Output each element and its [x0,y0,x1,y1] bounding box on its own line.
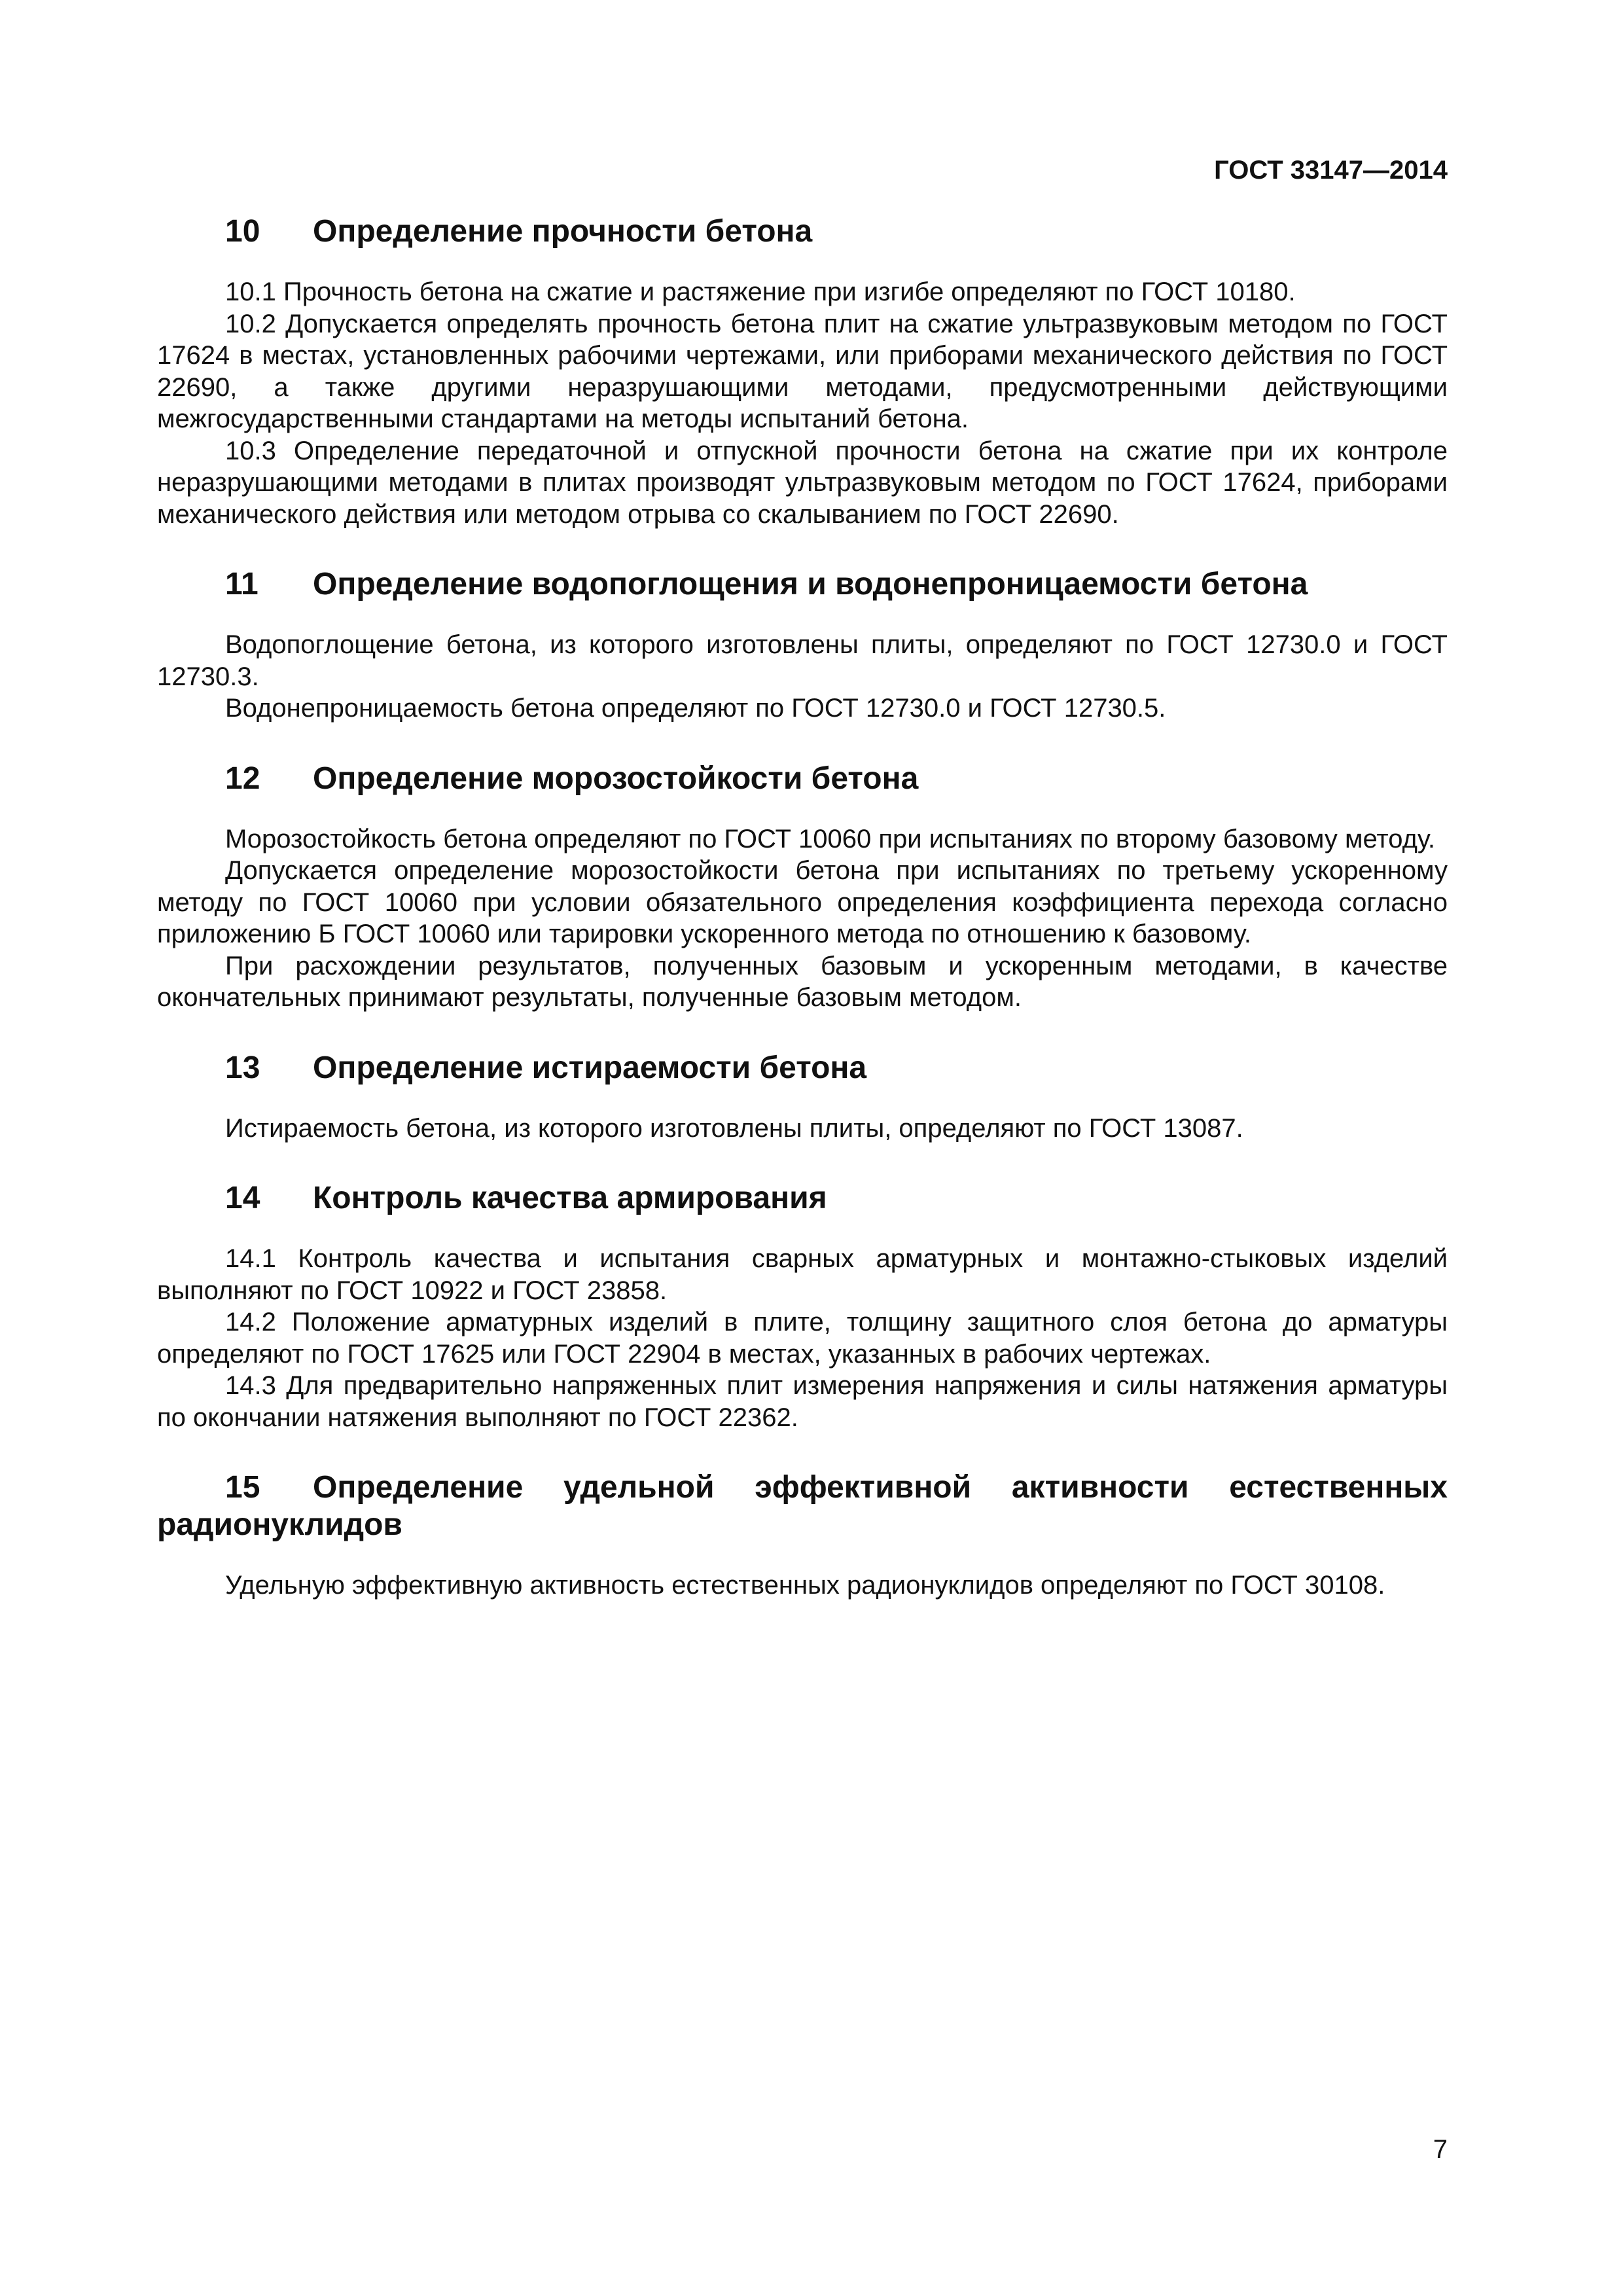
section-heading [157,213,1448,250]
section-heading [157,565,1448,603]
page-number: 7 [1433,2135,1448,2164]
section-13 [157,1049,1448,1145]
section-heading [157,1179,1448,1217]
section-number: 12 [225,761,260,796]
paragraph: Морозостойкость бетона определяют по ГОСТ 10060 при испытаниях по второму базовому методу. [225,824,1436,853]
paragraph: 14.3 Для предварительно напряженных плит измерения напряжения и силы натяжения арматуры по окончании натяжения выполняют по ГОСТ 22362. [157,1371,1448,1432]
section-12 [157,760,1448,1014]
paragraph: При расхождении результатов, полученных базовым и ускоренным методами, в качестве окончательных принимают результаты, полученные базовым методом. [157,951,1448,1012]
document-body [157,213,1448,1637]
paragraph: Истираемость бетона, из которого изготовлены плиты, определяют по ГОСТ 13087. [225,1113,1243,1143]
paragraph: 10.2 Допускается определять прочность бетона плит на сжатие ультразвуковым методом по ГОСТ 17624 в местах, установленных рабочими чертежами, или приборами механического действия по ГОСТ 22690, а также другими неразрушающими методами, предусмотренными действующими межгосударственными стандартами на методы испытаний бетона. [157,309,1448,433]
section-title: Контроль качества армирования [313,1181,827,1215]
section-number: 14 [225,1181,260,1215]
paragraph: 10.1 Прочность бетона на сжатие и растяжение при изгибе определяют по ГОСТ 10180. [225,278,1296,306]
paragraph: Допускается определение морозостойкости бетона при испытаниях по третьему ускоренному методу по ГОСТ 10060 при условии обязательного определения коэффициента перехода согласно приложению Б ГОСТ 10060 или тарировки ускоренного метода по отношению к базовому. [157,856,1448,948]
section-15 [157,1469,1448,1602]
section-title: Определение истираемости бетона [313,1050,867,1085]
section-number: 10 [225,214,260,249]
section-heading [157,1469,1448,1543]
section-number: 11 [225,567,259,601]
paragraph: Водопоглощение бетона, из которого изготовлены плиты, определяют по ГОСТ 12730.0 и ГОСТ 12730.3. [157,630,1448,691]
paragraph: 10.3 Определение передаточной и отпускной прочности бетона на сжатие при их контроле неразрушающими методами в плитах производят ультразвуковым методом по ГОСТ 17624, приборами механического действия или методом отрыва со скалыванием по ГОСТ 22690. [157,436,1448,529]
paragraph: Удельную эффективную активность естественных радионуклидов определяют по ГОСТ 30108. [225,1571,1385,1600]
document-page [157,0,1448,2296]
document-code: ГОСТ 33147—2014 [1214,156,1448,185]
section-heading [157,760,1448,797]
section-heading [157,1049,1448,1086]
paragraph: Водонепроницаемость бетона определяют по ГОСТ 12730.0 и ГОСТ 12730.5. [225,694,1166,723]
paragraph: 14.1 Контроль качества и испытания сварных арматурных и монтажно-стыковых изделий выполняют по ГОСТ 10922 и ГОСТ 23858. [157,1244,1448,1305]
section-10 [157,213,1448,530]
section-number: 15 [225,1470,260,1505]
section-title: Определение водопоглощения и водонепроницаемости бетона [313,567,1308,601]
section-title: Определение удельной эффективной активности естественных радионуклидов [157,1470,1448,1542]
paragraph: 14.2 Положение арматурных изделий в плите, толщину защитного слоя бетона до арматуры определяют по ГОСТ 17625 или ГОСТ 22904 в местах, указанных в рабочих чертежах. [157,1308,1448,1369]
section-11 [157,565,1448,725]
section-title: Определение морозостойкости бетона [313,761,919,796]
section-14 [157,1179,1448,1433]
section-number: 13 [225,1050,260,1085]
section-title: Определение прочности бетона [313,214,813,249]
